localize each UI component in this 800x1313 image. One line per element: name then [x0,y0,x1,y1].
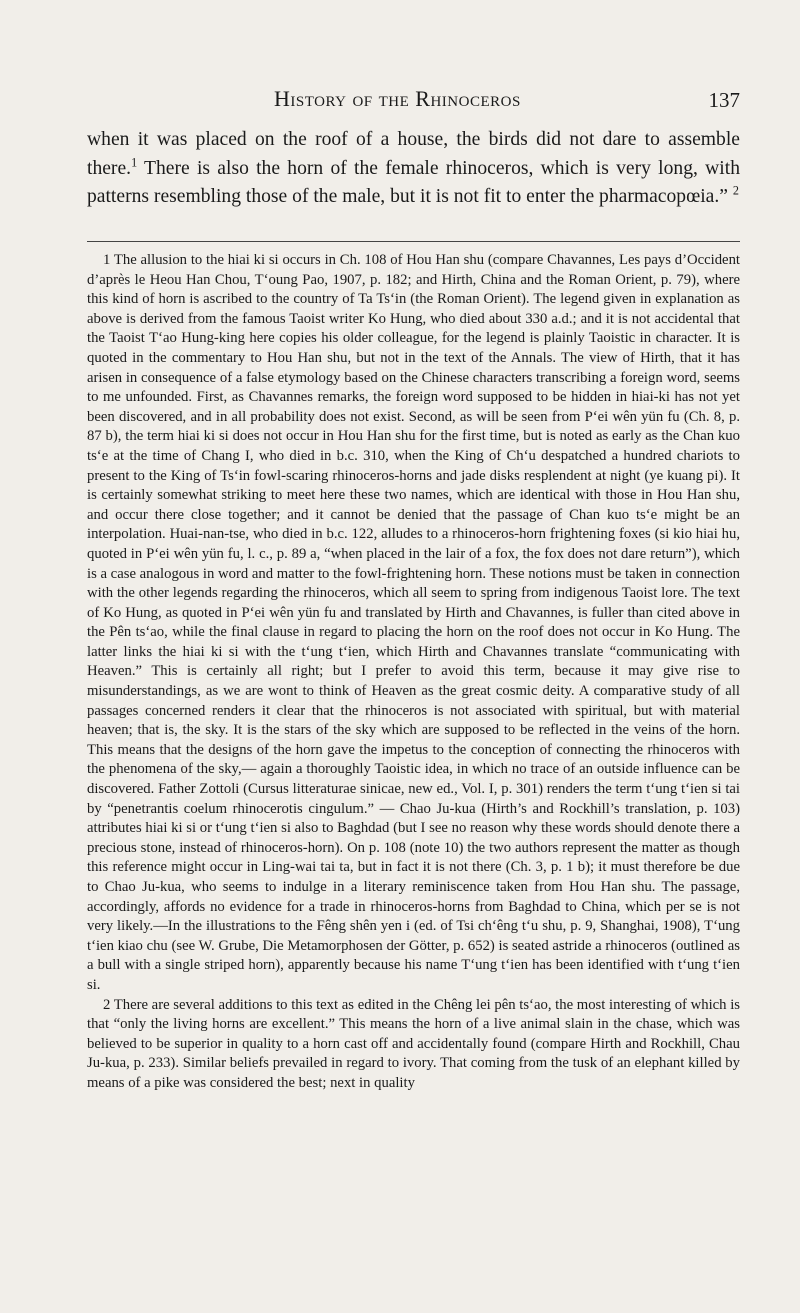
footnote-1: 1 The allusion to the hiai ki si occurs in Ch. 108 of Hou Han shu (compare Chavannes, Les pays d’Occident d’après le Heou Han Chou, T‘oung Pao, 1907, p. 182; and Hirth, China and the Roman Orient, p. 79), where this kind of horn is ascribed to the country of Ta Ts‘in (the Roman Orient). The legend given in explanation as above is derived from the famous Taoist writer Ko Hung, who died about 330 a.d.; and it is not accidental that the Taoist T‘ao Hung-king here copies his older colleague, for the legend is plainly Taoistic in character. It is quoted in the commentary to Hou Han shu, but not in the text of the Annals. The view of Hirth, that it has arisen in consequence of a false etymology based on the Chinese characters transcribing a foreign word, seems to me unfounded. First, as Chavannes remarks, the foreign word supposed to be hidden in hiai-ki has not yet been discovered, and in all probability does not exist. Second, as will be seen from P‘ei wên yün fu (Ch. 8, p. 87 b), the term hiai ki si does not occur in Hou Han shu for the first time, but is noted as early as the Chan kuo ts‘e at the time of Chang I, who died in b.c. 310, when the King of Ch‘u despatched a hundred chariots to present to the King of Ts‘in fowl-scaring rhinoceros-horns and jade disks resplendent at night (ye kuang pi). It is certainly somewhat striking to meet here these two names, which are identical with those in Hou Han shu, and occur there close together; and it cannot be denied that the passage of Chan kuo ts‘e might be an interpolation. Huai-nan-tse, who died in b.c. 122, alludes to a rhinoceros-horn frightening foxes (si kio hiai hu, quoted in P‘ei wên yün fu, l. c., p. 89 a, “when placed in the lair of a fox, the fox does not dare return”), which is a case analogous in word and matter to the fowl-frightening horn. These notions must be taken in connection with the other legends regarding the rhinoceros, which all seem to spring from indigenous Taoist lore. The text of Ko Hung, as quoted in P‘ei wên yün fu and translated by Hirth and Chavannes, is fuller than cited above in the Pên ts‘ao, while the final clause in regard to placing the horn on the roof does not occur in Ko Hung. The latter links the hiai ki si with the t‘ung t‘ien, which Hirth and Chavannes translate “communicating with Heaven.” This is certainly all right; but I prefer to avoid this term, because it may give rise to misunderstandings, as we are wont to think of Heaven as the great cosmic deity. A comparative study of all passages concerned renders it clear that the rhinoceros is not associated with spiritual, but with material heaven; that is, the sky. It is the stars of the sky which are supposed to be reflected in the veins of the horn. This means that the designs of the horn gave the impetus to the conception of connecting the rhinoceros with the phenomena of the sky,— again a thoroughly Taoistic idea, in which no trace of an outside influence can be discovered. Father Zottoli (Cursus litteraturae sinicae, new ed., Vol. I, p. 301) renders the term t‘ung t‘ien si tai by “penetrantis coelum rhinocerotis cingulum.” — Chao Ju-kua (Hirth’s and Rockhill’s translation, p. 103) attributes hiai ki si or t‘ung t‘ien si also to Baghdad (but I see no reason why these words should denote there a precious stone, instead of rhinoceros-horn). On p. 108 (note 10) the two authors represent the matter as though this reference might occur in Ling-wai tai ta, but in fact it is not there (Ch. 3, p. 1 b); it must therefore be due to Chao Ju-kua, who seems to indulge in a literary reminiscence taken from Hou Han shu. The passage, accordingly, affords no evidence for a trade in rhinoceros-horns from Baghdad to China, which per se is not very likely.—In the illustrations to the Fêng shên yen i (ed. of Tsi ch‘êng t‘u shu, p. 9, Shanghai, 1908), T‘ung t‘ien kiao chu (see W. Grube, Die Metamorphosen der Götter, p. 652) is seated astride a rhinoceros (outlined as a bull with a single striped horn), apparently because his name T‘ung t‘ien has been identified with t‘ung t‘ien si. [87,252,740,993]
page-number: 137 [708,88,740,112]
footnote-divider [87,241,740,242]
body-paragraph [87,126,740,212]
footnote-2: 2 There are several additions to this text as edited in the Chêng lei pên ts‘ao, the most interesting of which is that “only the living horns are excellent.” This means the horn of a live animal slain in the chase, which was believed to be superior in quality to a horn cast off and accidentally found (compare Hirth and Rockhill, Chau Ju-kua, p. 233). Similar beliefs prevailed in regard to ivory. That coming from the tusk of an elephant killed by means of a pike was considered the best; next in quality [87,996,740,1091]
running-head: History of the Rhinoceros [274,86,521,111]
body-text-part1: when it was placed on the roof of a house, the birds did not dare to assemble there. [87,129,740,179]
body-text-part2: There is also the horn of the female rhinoceros, which is very long, with patterns resembling those of the male, but it is not fit to enter the pharmacopœia.” [87,157,740,207]
footnote-ref-2: 2 [732,183,739,198]
footnote-ref-1: 1 [131,154,138,169]
footnotes [87,251,740,1094]
